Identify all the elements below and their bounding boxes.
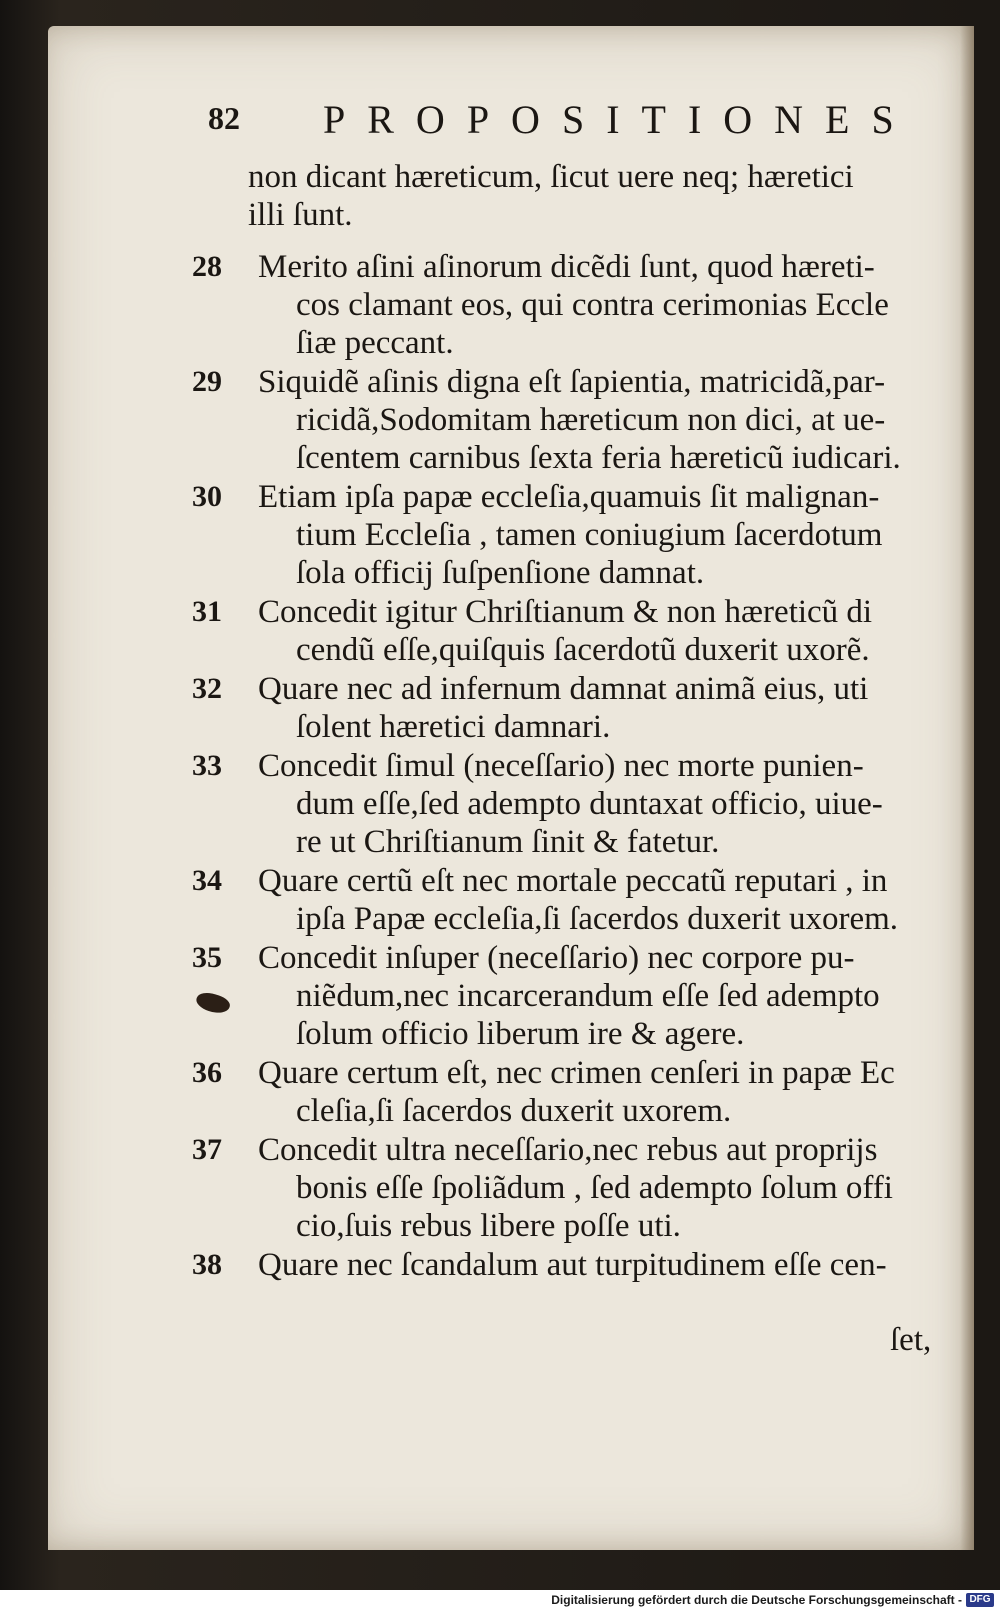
proposition-number: 29 — [192, 365, 222, 398]
proposition-number: 28 — [192, 250, 222, 283]
proposition-text — [258, 670, 928, 746]
text-line: Concedit ſimul (neceſſario) nec morte punien- — [258, 748, 864, 784]
text-line: cio,ſuis rebus libere poſſe uti. — [296, 1208, 681, 1244]
text-line: tium Eccleſia , tamen coniugium ſacerdotum — [296, 517, 883, 553]
page-number: 82 — [208, 100, 240, 136]
running-title: PROPOSITIONES — [323, 97, 916, 142]
text-line: cos clamant eos, qui contra cerimonias Eccle — [296, 287, 889, 323]
proposition-text — [258, 478, 928, 592]
proposition-number: 31 — [192, 595, 222, 628]
text-line: ſcentem carnibus ſexta feria hæreticũ iudicari. — [296, 440, 901, 476]
proposition-text — [258, 248, 928, 362]
dfg-logo: DFG — [966, 1593, 994, 1607]
proposition-number: 33 — [192, 749, 222, 782]
text-line: ſiæ peccant. — [296, 325, 454, 361]
text-line: Concedit ultra neceſſario,nec rebus aut proprijs — [258, 1132, 878, 1168]
proposition-text — [258, 939, 928, 1053]
text-line: Concedit igitur Chriſtianum & non hæreticũ di — [258, 594, 873, 630]
proposition-text — [258, 363, 928, 477]
text-line: ipſa Papæ eccleſia,ſi ſacerdos duxerit uxorem. — [296, 901, 899, 937]
proposition-number: 32 — [192, 672, 222, 705]
text-line: bonis eſſe ſpoliãdum , ſed adempto ſolum offi — [296, 1170, 893, 1206]
text-line: ſolum officio liberum ire & agere. — [296, 1016, 745, 1052]
proposition-text — [258, 1246, 928, 1284]
running-head — [208, 96, 916, 156]
text-line: Quare certũ eſt nec mortale peccatũ reputari , in — [258, 863, 888, 899]
text-line: Concedit inſuper (neceſſario) nec corpore pu- — [258, 940, 855, 976]
text-line: dum eſſe,ſed adempto duntaxat officio, uiue- — [296, 786, 883, 822]
text-line: ſolent hæretici damnari. — [296, 709, 611, 745]
text-line: Siquidẽ aſinis digna eſt ſapientia, matricidã,par- — [258, 364, 886, 400]
proposition-text — [258, 593, 928, 669]
text-line: illi ſunt. — [248, 197, 353, 233]
proposition-number: 38 — [192, 1248, 222, 1281]
proposition-number: 37 — [192, 1133, 222, 1166]
footer-credit: Digitalisierung gefördert durch die Deutsche Forschungsgemeinschaft - — [551, 1593, 962, 1607]
page-edge — [960, 26, 974, 1550]
proposition-number: 34 — [192, 864, 222, 897]
text-line: niẽdum,nec incarcerandum eſſe ſed adempto — [296, 978, 880, 1014]
catchword: ſet, — [890, 1322, 932, 1358]
proposition-number: 35 — [192, 941, 222, 974]
footer-bar — [0, 1590, 1000, 1612]
text-line: cendũ eſſe,quiſquis ſacerdotũ duxerit uxorẽ. — [296, 632, 870, 668]
continuation-text — [248, 158, 928, 234]
proposition-text — [258, 1054, 928, 1130]
text-line: Etiam ipſa papæ eccleſia,quamuis ſit malignan- — [258, 479, 880, 515]
text-line: ſola officij ſuſpenſione damnat. — [296, 555, 705, 591]
proposition-text — [258, 1131, 928, 1245]
proposition-number: 30 — [192, 480, 222, 513]
text-line: re ut Chriſtianum ſinit & fatetur. — [296, 824, 720, 860]
text-line: cleſia,ſi ſacerdos duxerit uxorem. — [296, 1093, 732, 1129]
text-line: Quare nec ſcandalum aut turpitudinem eſſe cen- — [258, 1247, 887, 1283]
text-line: Quare certum eſt, nec crimen cenſeri in papæ Ec — [258, 1055, 895, 1091]
text-line: ricidã,Sodomitam hæreticum non dici, at ue- — [296, 402, 886, 438]
text-line: Quare nec ad infernum damnat animã eius, uti — [258, 671, 869, 707]
text-line: Merito aſini aſinorum dicẽdi ſunt, quod hæreti- — [258, 249, 875, 285]
proposition-number: 36 — [192, 1056, 222, 1089]
proposition-text — [258, 747, 928, 861]
proposition-text — [258, 862, 928, 938]
text-line: non dicant hæreticum, ſicut uere neq; hæretici — [248, 159, 854, 195]
